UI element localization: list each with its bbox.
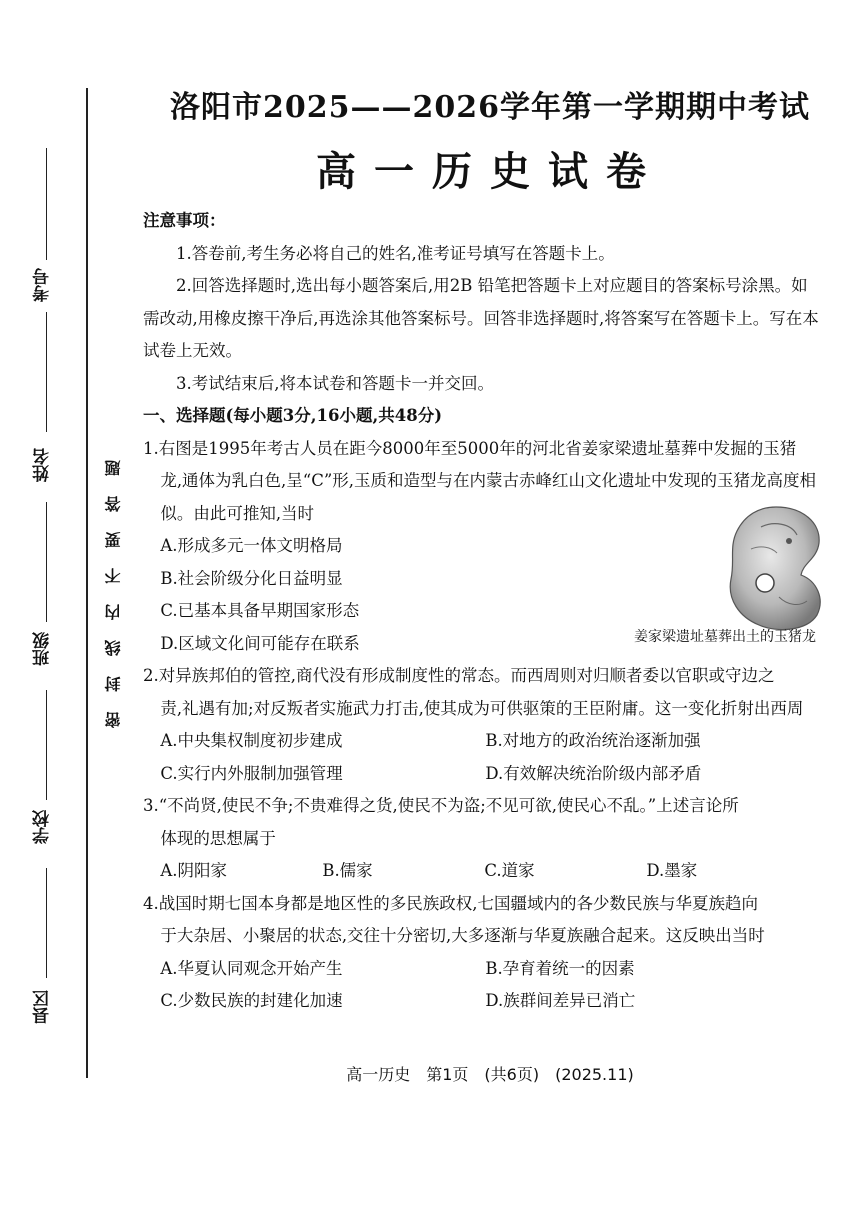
exam-subtitle: 高一历史试卷 bbox=[316, 148, 664, 195]
class-label: 班级 bbox=[33, 632, 53, 666]
exam-number-label: 考号 bbox=[33, 268, 53, 302]
exam-number-line bbox=[46, 148, 47, 260]
seal-line-notice: 密封线内不要答题 bbox=[104, 440, 123, 728]
question-3 bbox=[143, 790, 823, 888]
class-line bbox=[46, 502, 47, 622]
option-c: C.实行内外服制加强管理 bbox=[160, 763, 343, 783]
option-d: D.墨家 bbox=[646, 861, 698, 880]
binding-line bbox=[86, 88, 88, 1078]
question-2-stem: 责,礼遇有加;对反叛者实施武力打击,使其成为可供驱策的王臣附庸。这一变化折射出西周 bbox=[160, 698, 804, 718]
question-1-stem: 龙,通体为乳白色,呈“C”形,玉质和造型与在内蒙古赤峰红山文化遗址中发现的玉猪龙高度相似。由此可推知,当时 bbox=[160, 471, 817, 523]
jade-image-caption: 姜家梁遗址墓葬出土的玉猪龙 bbox=[634, 629, 816, 645]
question-3-options-row bbox=[143, 855, 823, 888]
question-4-options-row bbox=[143, 985, 823, 1018]
note-item: 1.答卷前,考生务必将自己的姓名,准考证号填写在答题卡上。 bbox=[176, 243, 615, 263]
section-heading: 一、选择题(每小题3分,16小题,共48分) bbox=[143, 406, 443, 425]
question-3-stem: 体现的思想属于 bbox=[160, 828, 276, 848]
option-b: B.孕育着统一的因素 bbox=[485, 958, 635, 978]
county-label: 县区 bbox=[33, 990, 53, 1024]
question-2-line1: 2.对异族邦伯的管控,商代没有形成制度性的常态。而西周则对归顺者委以官职或守边之 bbox=[143, 666, 775, 685]
county-line bbox=[46, 868, 47, 978]
option-b: B.社会阶级分化日益明显 bbox=[160, 568, 343, 588]
option-a: A.形成多元一体文明格局 bbox=[160, 536, 343, 555]
name-line-top bbox=[46, 312, 47, 432]
name-label: 姓名 bbox=[33, 448, 53, 482]
page-footer: 高一历史 第1页 (共6页) (2025.11) bbox=[346, 1065, 634, 1084]
question-2 bbox=[143, 660, 823, 790]
question-3-line1: 3.“不尚贤,使民不争;不贵难得之货,使民不为盗;不见可欲,使民心不乱。”上述言论所 bbox=[143, 796, 739, 815]
question-4-line1: 4.战国时期七国本身都是地区性的多民族政权,七国疆域内的各少数民族与华夏族趋向 bbox=[143, 893, 758, 913]
question-4-stem: 于大杂居、小聚居的状态,交往十分密切,大多逐渐与华夏族融合起来。这反映出当时 bbox=[160, 926, 765, 945]
exam-content bbox=[143, 205, 823, 1018]
note-item: 2.回答选择题时,选出每小题答案后,用2B 铅笔把答题卡上对应题目的答案标号涂黑。如需改动,用橡皮擦干净后,再选涂其他答案标号。回答非选择题时,将答案写在答题卡上。写在本试卷上无效。 bbox=[143, 276, 819, 360]
option-d: D.族群间差异已消亡 bbox=[485, 991, 636, 1010]
question-2-options-row bbox=[143, 725, 823, 758]
option-b: B.对地方的政治统治逐渐加强 bbox=[485, 731, 701, 750]
school-line bbox=[46, 690, 47, 800]
option-a: A.华夏认同观念开始产生 bbox=[160, 958, 343, 978]
notes-heading: 注意事项： bbox=[143, 211, 226, 230]
question-4 bbox=[143, 888, 823, 1018]
question-1-line1: 1.右图是1995年考古人员在距今8000年至5000年的河北省姜家梁遗址墓葬中发掘的玉猪 bbox=[143, 438, 797, 458]
question-2-options-row bbox=[143, 758, 823, 791]
option-a: A.阴阳家 bbox=[160, 861, 227, 880]
option-d: D.区域文化间可能存在联系 bbox=[160, 633, 360, 653]
option-a: A.中央集权制度初步建成 bbox=[160, 731, 343, 750]
option-c: C.道家 bbox=[484, 861, 535, 880]
jade-pig-dragon-image bbox=[721, 501, 831, 633]
option-c: C.已基本具备早期国家形态 bbox=[160, 601, 360, 620]
question-4-options-row bbox=[143, 953, 823, 986]
option-d: D.有效解决统治阶级内部矛盾 bbox=[485, 763, 702, 783]
school-label: 学校 bbox=[33, 810, 53, 844]
exam-title: 洛阳市2025——2026学年第一学期期中考试 bbox=[170, 90, 810, 125]
option-c: C.少数民族的封建化加速 bbox=[160, 991, 343, 1010]
option-b: B.儒家 bbox=[322, 861, 373, 880]
note-item: 3.考试结束后,将本试卷和答题卡一并交回。 bbox=[176, 373, 494, 393]
